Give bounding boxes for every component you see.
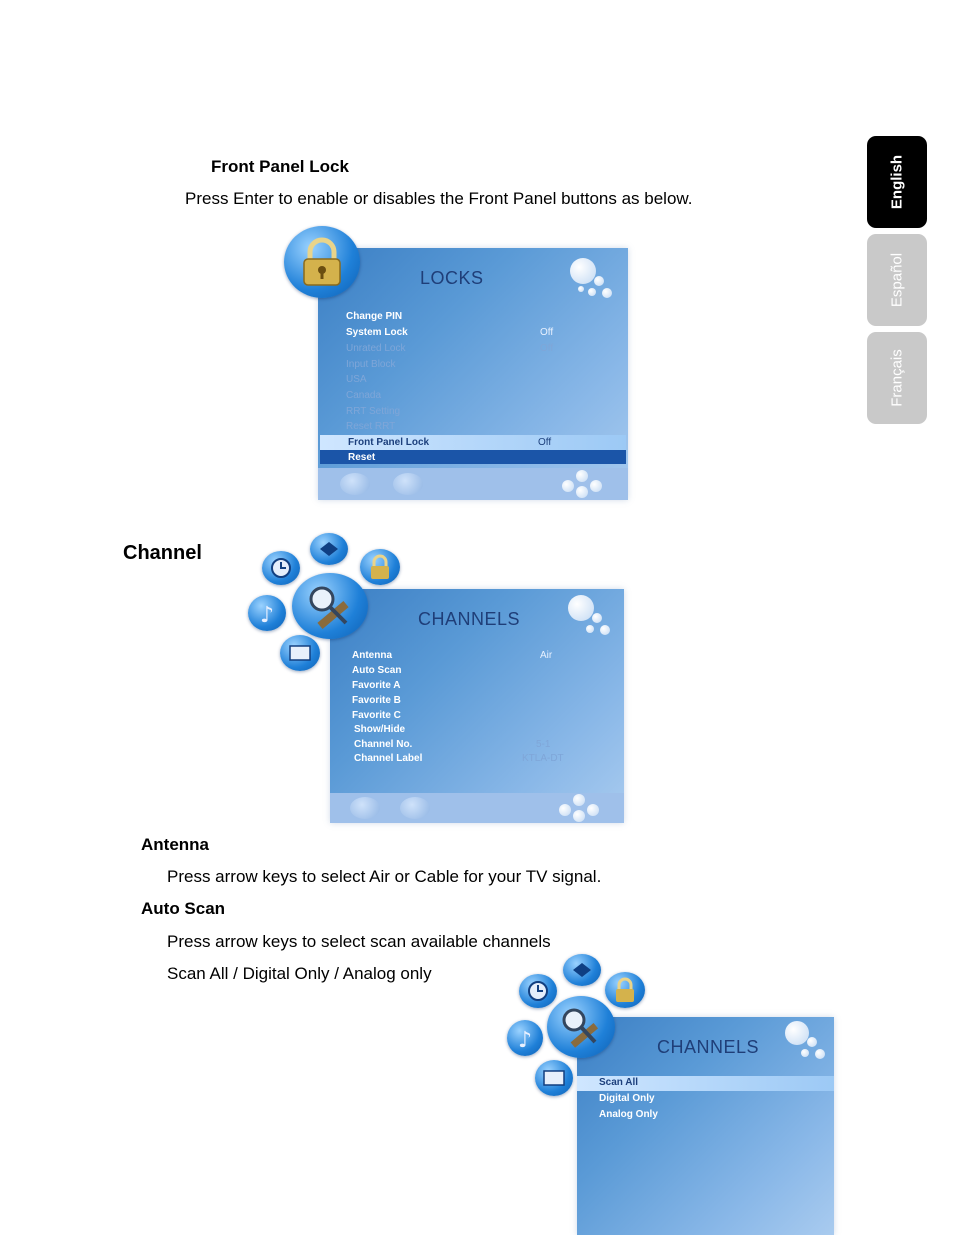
front-panel-lock-heading: Front Panel Lock	[211, 157, 349, 176]
menu-item-scan-all[interactable]: Scan All	[599, 1077, 639, 1088]
menu-item-channel-no[interactable]: Channel No.	[354, 739, 413, 750]
navigation-arrows-icon	[555, 794, 605, 822]
auto-scan-options: Scan All / Digital Only / Analog only	[167, 964, 432, 983]
channels-menu-panel	[330, 589, 624, 823]
menu-item-unrated-lock[interactable]: Unrated Lock	[346, 343, 406, 354]
menu-item-canada[interactable]: Canada	[346, 390, 382, 401]
locks-menu-panel	[318, 248, 628, 500]
menu-item-analog-only[interactable]: Analog Only	[599, 1109, 658, 1120]
menu-item-favorite-c[interactable]: Favorite C	[352, 710, 401, 721]
bubbles-decoration-icon	[566, 595, 616, 635]
tab-espanol-label: Español	[888, 252, 906, 308]
channel-no-value: 5-1	[536, 739, 551, 750]
menu-item-show-hide[interactable]: Show/Hide	[354, 724, 406, 735]
satellite-icon	[292, 573, 368, 639]
system-lock-value: Off	[540, 327, 554, 338]
menu-item-change-pin[interactable]: Change PIN	[346, 311, 403, 322]
channels-menu-title: CHANNELS	[418, 609, 521, 629]
lock-icon	[284, 226, 360, 298]
antenna-description: Press arrow keys to select Air or Cable for your TV signal.	[167, 867, 602, 886]
menu-item-front-panel-lock[interactable]: Front Panel Lock	[348, 437, 430, 448]
channel-label-value: KTLA-DT	[522, 753, 564, 764]
channel-heading: Channel	[123, 542, 202, 564]
music-note-icon	[248, 595, 286, 631]
locks-menu-title: LOCKS	[420, 268, 484, 288]
svg-text:♪: ♪	[260, 603, 275, 628]
menu-item-favorite-b[interactable]: Favorite B	[352, 695, 401, 706]
menu-item-usa[interactable]: USA	[346, 374, 367, 385]
tab-english[interactable]	[867, 136, 927, 228]
menu-item-auto-scan[interactable]: Auto Scan	[352, 665, 402, 676]
tab-espanol[interactable]	[867, 234, 927, 326]
tab-francais[interactable]	[867, 332, 927, 424]
locks-menu-screenshot	[268, 222, 638, 506]
menu-item-reset[interactable]: Reset	[348, 452, 376, 463]
picture-icon	[310, 533, 348, 565]
menu-item-input-block[interactable]: Input Block	[346, 359, 396, 370]
bubbles-decoration-icon	[783, 1021, 833, 1061]
menu-item-system-lock[interactable]: System Lock	[346, 327, 408, 338]
antenna-value: Air	[540, 650, 553, 661]
svg-text:♪: ♪	[518, 1028, 533, 1053]
scan-menu-title: CHANNELS	[657, 1037, 760, 1057]
unrated-lock-value: Off	[540, 343, 554, 354]
back-button-icon[interactable]	[340, 473, 370, 495]
tab-english-label: English	[888, 154, 906, 210]
bubbles-decoration-icon	[568, 258, 618, 298]
tv-setup-icon	[535, 1060, 573, 1096]
menu-item-antenna[interactable]: Antenna	[352, 650, 392, 661]
menu-item-favorite-a[interactable]: Favorite A	[352, 680, 401, 691]
navigation-arrows-icon	[558, 470, 608, 498]
menu-item-reset-rrt[interactable]: Reset RRT	[346, 421, 396, 432]
picture-icon	[563, 954, 601, 986]
tab-francais-label: Français	[888, 349, 906, 407]
front-panel-lock-description: Press Enter to enable or disables the Front Panel buttons as below.	[185, 189, 693, 208]
music-note-icon	[507, 1020, 543, 1056]
menu-item-digital-only[interactable]: Digital Only	[599, 1093, 655, 1104]
front-panel-lock-value: Off	[538, 437, 552, 448]
auto-scan-heading: Auto Scan	[141, 899, 226, 918]
channels-menu-screenshot	[230, 527, 640, 827]
menu-item-rrt-setting[interactable]: RRT Setting	[346, 406, 401, 417]
tv-setup-icon	[280, 635, 320, 671]
exit-button-icon[interactable]	[400, 797, 430, 819]
antenna-heading: Antenna	[141, 835, 209, 854]
scan-menu-panel	[577, 1017, 834, 1235]
menu-item-channel-label[interactable]: Channel Label	[354, 753, 423, 764]
scan-menu-screenshot	[455, 950, 880, 1235]
back-button-icon[interactable]	[350, 797, 380, 819]
exit-button-icon[interactable]	[393, 473, 423, 495]
auto-scan-description: Press arrow keys to select scan available channels	[167, 932, 551, 951]
satellite-icon	[547, 996, 615, 1058]
